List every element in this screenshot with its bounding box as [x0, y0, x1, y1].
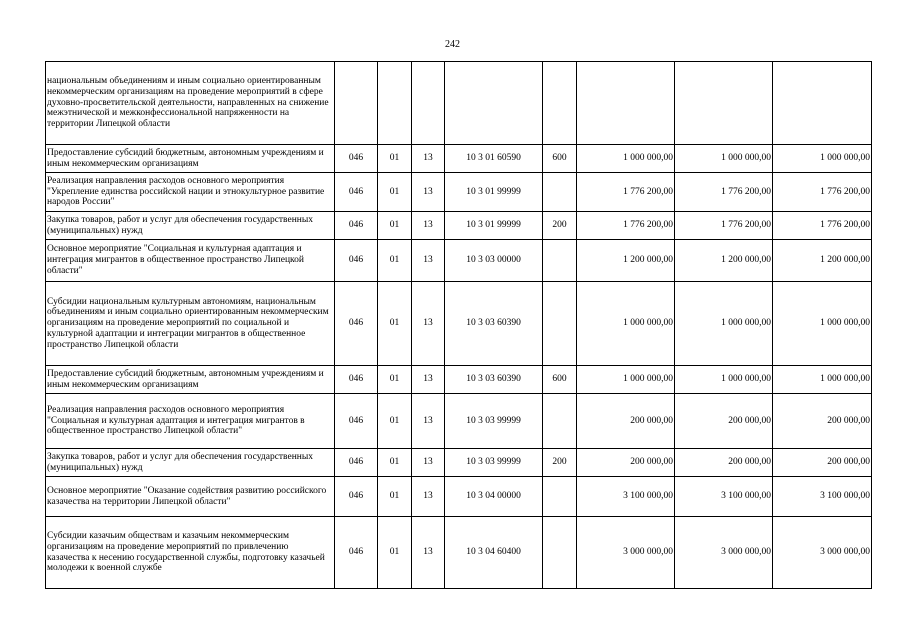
table-row	[46, 517, 872, 589]
amount-year-2: 1 776 200,00	[675, 212, 773, 240]
section-code: 01	[378, 394, 412, 449]
section-code: 01	[378, 282, 412, 366]
amount-year-2: 3 100 000,00	[675, 477, 773, 517]
target-article: 10 3 04 00000	[445, 477, 543, 517]
subsection-code: 13	[412, 477, 445, 517]
ministry-code: 046	[335, 517, 378, 589]
expense-type	[543, 394, 577, 449]
target-article: 10 3 01 99999	[445, 173, 543, 212]
amount-year-1: 1 000 000,00	[577, 366, 675, 394]
row-name: национальным объединениям и иным социально ориентированным некоммерческим организациям на проведение мероприятий в сфере духовно-просветительской деятельности, направленных на снижение межэтнической и межконфессиональной напряженности на территории Липецкой области	[46, 62, 335, 145]
amount-year-2: 1 776 200,00	[675, 173, 773, 212]
target-article: 10 3 03 99999	[445, 449, 543, 477]
budget-table	[45, 61, 872, 589]
row-name: Субсидии казачьим обществам и казачьим некоммерческим организациям на проведение мероприятий по привлечению казачества к несению государственной службы, подготовку казачьей молодежи к военной службе	[46, 517, 335, 589]
amount-year-3: 1 000 000,00	[773, 366, 872, 394]
row-name: Реализация направления расходов основного мероприятия "Социальная и культурная адаптация и интеграция мигрантов в общественное пространство Липецкой области"	[46, 394, 335, 449]
target-article: 10 3 01 60590	[445, 145, 543, 173]
amount-year-1: 1 000 000,00	[577, 145, 675, 173]
ministry-code: 046	[335, 173, 378, 212]
ministry-code: 046	[335, 366, 378, 394]
section-code: 01	[378, 173, 412, 212]
row-name: Закупка товаров, работ и услуг для обеспечения государственных (муниципальных) нужд	[46, 449, 335, 477]
amount-year-2: 1 000 000,00	[675, 366, 773, 394]
table-row	[46, 477, 872, 517]
target-article: 10 3 03 00000	[445, 240, 543, 282]
subsection-code: 13	[412, 282, 445, 366]
target-article: 10 3 04 60400	[445, 517, 543, 589]
target-article: 10 3 01 99999	[445, 212, 543, 240]
amount-year-3: 1 776 200,00	[773, 173, 872, 212]
amount-year-2: 200 000,00	[675, 394, 773, 449]
section-code: 01	[378, 212, 412, 240]
row-name: Субсидии национальным культурным автономиям, национальным объединениям и иным социально ориентированным некоммерческим организациям на проведение мероприятий по социальной и культурной адаптации и интеграции мигрантов в общественное пространство Липецкой области	[46, 282, 335, 366]
amount-year-1: 200 000,00	[577, 394, 675, 449]
expense-type: 600	[543, 145, 577, 173]
expense-type	[543, 62, 577, 145]
section-code: 01	[378, 449, 412, 477]
amount-year-1: 1 200 000,00	[577, 240, 675, 282]
amount-year-1: 3 000 000,00	[577, 517, 675, 589]
expense-type: 600	[543, 366, 577, 394]
amount-year-3: 200 000,00	[773, 449, 872, 477]
amount-year-2: 200 000,00	[675, 449, 773, 477]
row-name: Реализация направления расходов основного мероприятия "Укрепление единства российской нации и этнокультурное развитие народов России"	[46, 173, 335, 212]
amount-year-2	[675, 62, 773, 145]
expense-type	[543, 282, 577, 366]
amount-year-3: 1 000 000,00	[773, 145, 872, 173]
subsection-code: 13	[412, 212, 445, 240]
section-code: 01	[378, 477, 412, 517]
target-article: 10 3 03 60390	[445, 366, 543, 394]
table-row	[46, 62, 872, 145]
expense-type: 200	[543, 212, 577, 240]
row-name: Закупка товаров, работ и услуг для обеспечения государственных (муниципальных) нужд	[46, 212, 335, 240]
subsection-code: 13	[412, 517, 445, 589]
row-name: Предоставление субсидий бюджетным, автономным учреждениям и иным некоммерческим организациям	[46, 366, 335, 394]
table-row	[46, 212, 872, 240]
section-code: 01	[378, 366, 412, 394]
amount-year-2: 1 200 000,00	[675, 240, 773, 282]
ministry-code: 046	[335, 477, 378, 517]
ministry-code	[335, 62, 378, 145]
amount-year-3: 1 776 200,00	[773, 212, 872, 240]
expense-type: 200	[543, 449, 577, 477]
amount-year-1: 200 000,00	[577, 449, 675, 477]
page-number: 242	[445, 39, 460, 50]
table-row	[46, 366, 872, 394]
amount-year-3: 1 000 000,00	[773, 282, 872, 366]
table-row	[46, 240, 872, 282]
amount-year-2: 1 000 000,00	[675, 282, 773, 366]
section-code: 01	[378, 240, 412, 282]
subsection-code: 13	[412, 173, 445, 212]
ministry-code: 046	[335, 145, 378, 173]
ministry-code: 046	[335, 240, 378, 282]
ministry-code: 046	[335, 394, 378, 449]
amount-year-1: 1 000 000,00	[577, 282, 675, 366]
amount-year-2: 3 000 000,00	[675, 517, 773, 589]
section-code: 01	[378, 145, 412, 173]
amount-year-3: 1 200 000,00	[773, 240, 872, 282]
table-row	[46, 173, 872, 212]
target-article: 10 3 03 99999	[445, 394, 543, 449]
row-name: Основное мероприятие "Социальная и культурная адаптация и интеграция мигрантов в общественное пространство Липецкой области"	[46, 240, 335, 282]
section-code	[378, 62, 412, 145]
amount-year-3: 200 000,00	[773, 394, 872, 449]
expense-type	[543, 477, 577, 517]
amount-year-1: 1 776 200,00	[577, 173, 675, 212]
row-name: Предоставление субсидий бюджетным, автономным учреждениям и иным некоммерческим организациям	[46, 145, 335, 173]
target-article	[445, 62, 543, 145]
amount-year-2: 1 000 000,00	[675, 145, 773, 173]
target-article: 10 3 03 60390	[445, 282, 543, 366]
subsection-code: 13	[412, 145, 445, 173]
table-row	[46, 449, 872, 477]
amount-year-1	[577, 62, 675, 145]
expense-type	[543, 517, 577, 589]
ministry-code: 046	[335, 212, 378, 240]
table-body	[46, 62, 872, 589]
ministry-code: 046	[335, 282, 378, 366]
section-code: 01	[378, 517, 412, 589]
amount-year-3	[773, 62, 872, 145]
amount-year-1: 3 100 000,00	[577, 477, 675, 517]
expense-type	[543, 173, 577, 212]
table-row	[46, 282, 872, 366]
row-name: Основное мероприятие "Оказание содействия развитию российского казачества на территории Липецкой области"	[46, 477, 335, 517]
amount-year-3: 3 000 000,00	[773, 517, 872, 589]
amount-year-1: 1 776 200,00	[577, 212, 675, 240]
table-row	[46, 145, 872, 173]
amount-year-3: 3 100 000,00	[773, 477, 872, 517]
subsection-code: 13	[412, 394, 445, 449]
ministry-code: 046	[335, 449, 378, 477]
subsection-code: 13	[412, 366, 445, 394]
table-row	[46, 394, 872, 449]
expense-type	[543, 240, 577, 282]
subsection-code: 13	[412, 449, 445, 477]
subsection-code	[412, 62, 445, 145]
subsection-code: 13	[412, 240, 445, 282]
